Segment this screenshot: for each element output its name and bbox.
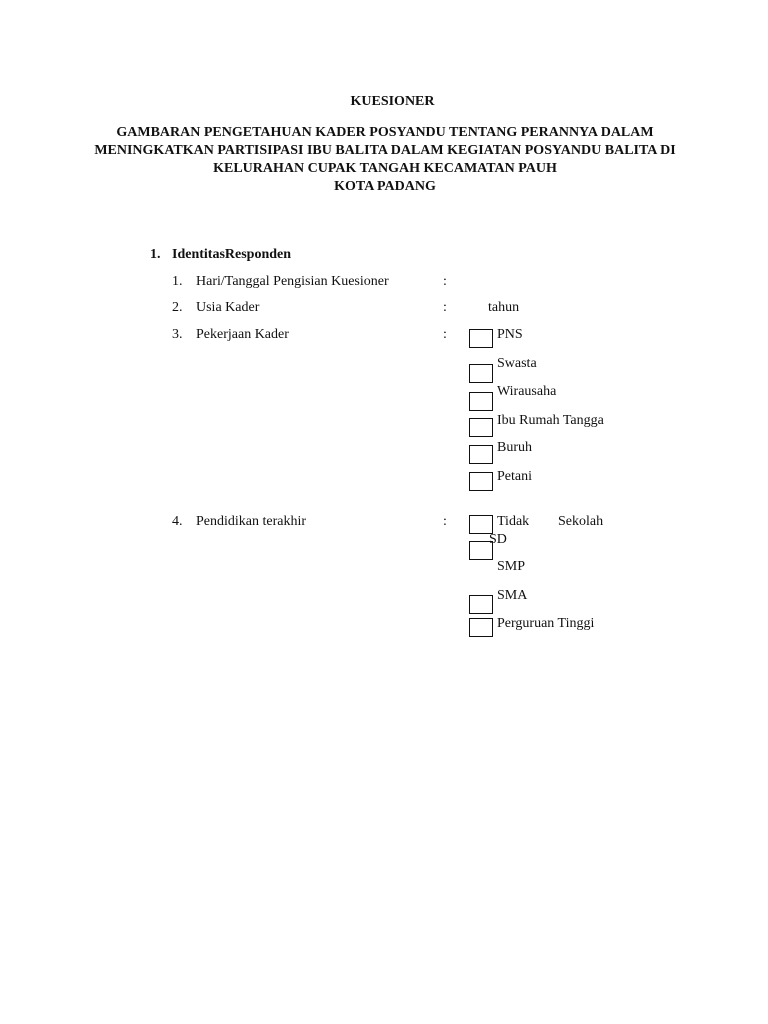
item-4-colon: : <box>443 514 447 529</box>
option-label-sekolah: Sekolah <box>558 514 604 529</box>
option-label-sma: SMA <box>497 588 528 603</box>
option-label-swasta: Swasta <box>497 356 537 371</box>
item-4-number: 4. <box>172 514 183 529</box>
option-checkbox-sma[interactable] <box>469 595 493 614</box>
option-label-tidak: Tidak <box>497 514 530 529</box>
option-label-wirausaha: Wirausaha <box>497 384 557 399</box>
item-4-label: Pendidikan terakhir <box>196 514 307 529</box>
option-label-pns: PNS <box>497 327 523 342</box>
item-3-number: 3. <box>172 327 183 342</box>
subtitle-line-3: KELURAHAN CUPAK TANGAH KECAMATAN PAUH <box>213 161 557 176</box>
option-label-sd: SD <box>489 532 507 547</box>
option-checkbox-petani[interactable] <box>469 472 493 491</box>
section-number: 1. <box>150 247 161 262</box>
option-label-petani: Petani <box>497 469 532 484</box>
item-1-number: 1. <box>172 274 183 289</box>
item-3-label: Pekerjaan Kader <box>196 327 289 342</box>
option-label-smp: SMP <box>497 559 526 574</box>
subtitle-line-4: KOTA PADANG <box>334 179 436 194</box>
item-2-colon: : <box>443 300 447 315</box>
item-2-number: 2. <box>172 300 183 315</box>
document-subtitle <box>0 124 768 196</box>
option-checkbox-ibu-rumah-tangga[interactable] <box>469 418 493 437</box>
option-checkbox-wirausaha[interactable] <box>469 392 493 411</box>
item-1-colon: : <box>443 274 447 289</box>
subtitle-line-2: MENINGKATKAN PARTISIPASI IBU BALITA DALAM KEGIATAN POSYANDU BALITA DI <box>94 143 676 158</box>
option-label-perguruan-tinggi: Perguruan Tinggi <box>497 616 595 631</box>
option-checkbox-buruh[interactable] <box>469 445 493 464</box>
option-checkbox-perguruan-tinggi[interactable] <box>469 618 493 637</box>
item-3-colon: : <box>443 327 447 342</box>
option-checkbox-pns[interactable] <box>469 329 493 348</box>
item-1-label: Hari/Tanggal Pengisian Kuesioner <box>196 274 389 289</box>
option-label-ibu-rumah-tangga: Ibu Rumah Tangga <box>497 413 604 428</box>
document-title: KUESIONER <box>350 94 435 109</box>
option-checkbox-swasta[interactable] <box>469 364 493 383</box>
subtitle-line-1: GAMBARAN PENGETAHUAN KADER POSYANDU TENTANG PERANNYA DALAM <box>116 125 654 140</box>
item-2-suffix: tahun <box>488 300 520 315</box>
item-2-label: Usia Kader <box>196 300 260 315</box>
section-heading: IdentitasResponden <box>172 247 292 262</box>
option-label-buruh: Buruh <box>497 440 532 455</box>
